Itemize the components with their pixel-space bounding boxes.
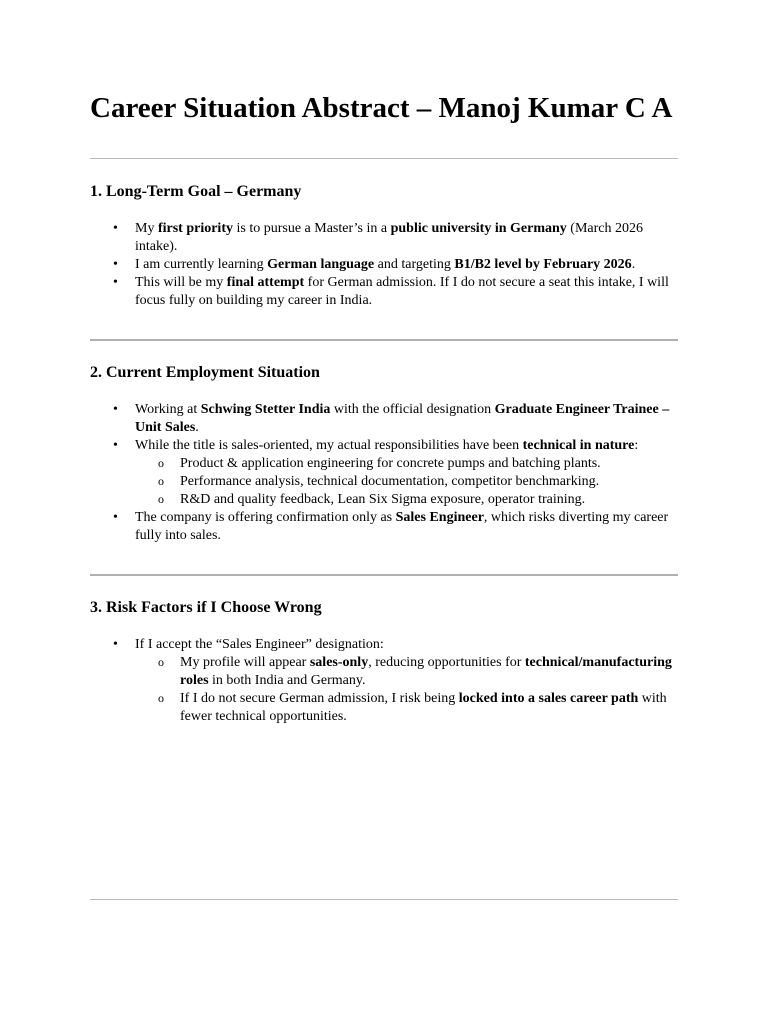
list-item: • While the title is sales-oriented, my actual responsibilities have been technical in nature: o Product & application engineering for concrete pumps and batching plants. o Performance analysis, technical documentation, competitor benchmarking. o R&D and quality feedback, Lean Six Sigma exposure, operator training.	[90, 437, 678, 509]
divider	[90, 339, 678, 341]
divider	[90, 574, 678, 576]
list-item: • Working at Schwing Stetter India with the official designation Graduate Engineer Trainee – Unit Sales.	[90, 401, 678, 437]
section-heading-goal: 1. Long-Term Goal – Germany	[90, 183, 302, 200]
sub-list	[135, 654, 678, 726]
list-item: • The company is offering confirmation only as Sales Engineer, which risks diverting my career fully into sales.	[90, 509, 678, 545]
page-title: Career Situation Abstract – Manoj Kumar C A	[90, 92, 673, 124]
sub-list	[135, 455, 678, 509]
sub-list-item: o Product & application engineering for concrete pumps and batching plants.	[135, 455, 678, 473]
sub-list-item: o My profile will appear sales-only, reducing opportunities for technical/manufacturing roles in both India and Germany.	[135, 654, 678, 690]
risk-list	[90, 636, 678, 726]
employment-list	[90, 401, 678, 545]
section-heading-employment: 2. Current Employment Situation	[90, 364, 320, 381]
divider	[90, 899, 678, 900]
list-item: • If I accept the “Sales Engineer” designation: o My profile will appear sales-only, reducing opportunities for technical/manufacturing roles in both India and Germany. o If I do not secure German admission, I risk being locked into a sales career path with fewer technical opportunities.	[90, 636, 678, 726]
list-item: • This will be my final attempt for German admission. If I do not secure a seat this intake, I will focus fully on building my career in India.	[90, 274, 678, 310]
sub-list-item: o If I do not secure German admission, I risk being locked into a sales career path with fewer technical opportunities.	[135, 690, 678, 726]
sub-list-item: o Performance analysis, technical documentation, competitor benchmarking.	[135, 473, 678, 491]
goal-list	[90, 220, 678, 310]
section-heading-risk: 3. Risk Factors if I Choose Wrong	[90, 599, 322, 616]
list-item: • My first priority is to pursue a Master’s in a public university in Germany (March 2026 intake).	[90, 220, 678, 256]
sub-list-item: o R&D and quality feedback, Lean Six Sigma exposure, operator training.	[135, 491, 678, 509]
divider	[90, 158, 678, 159]
list-item: • I am currently learning German language and targeting B1/B2 level by February 2026.	[90, 256, 678, 274]
